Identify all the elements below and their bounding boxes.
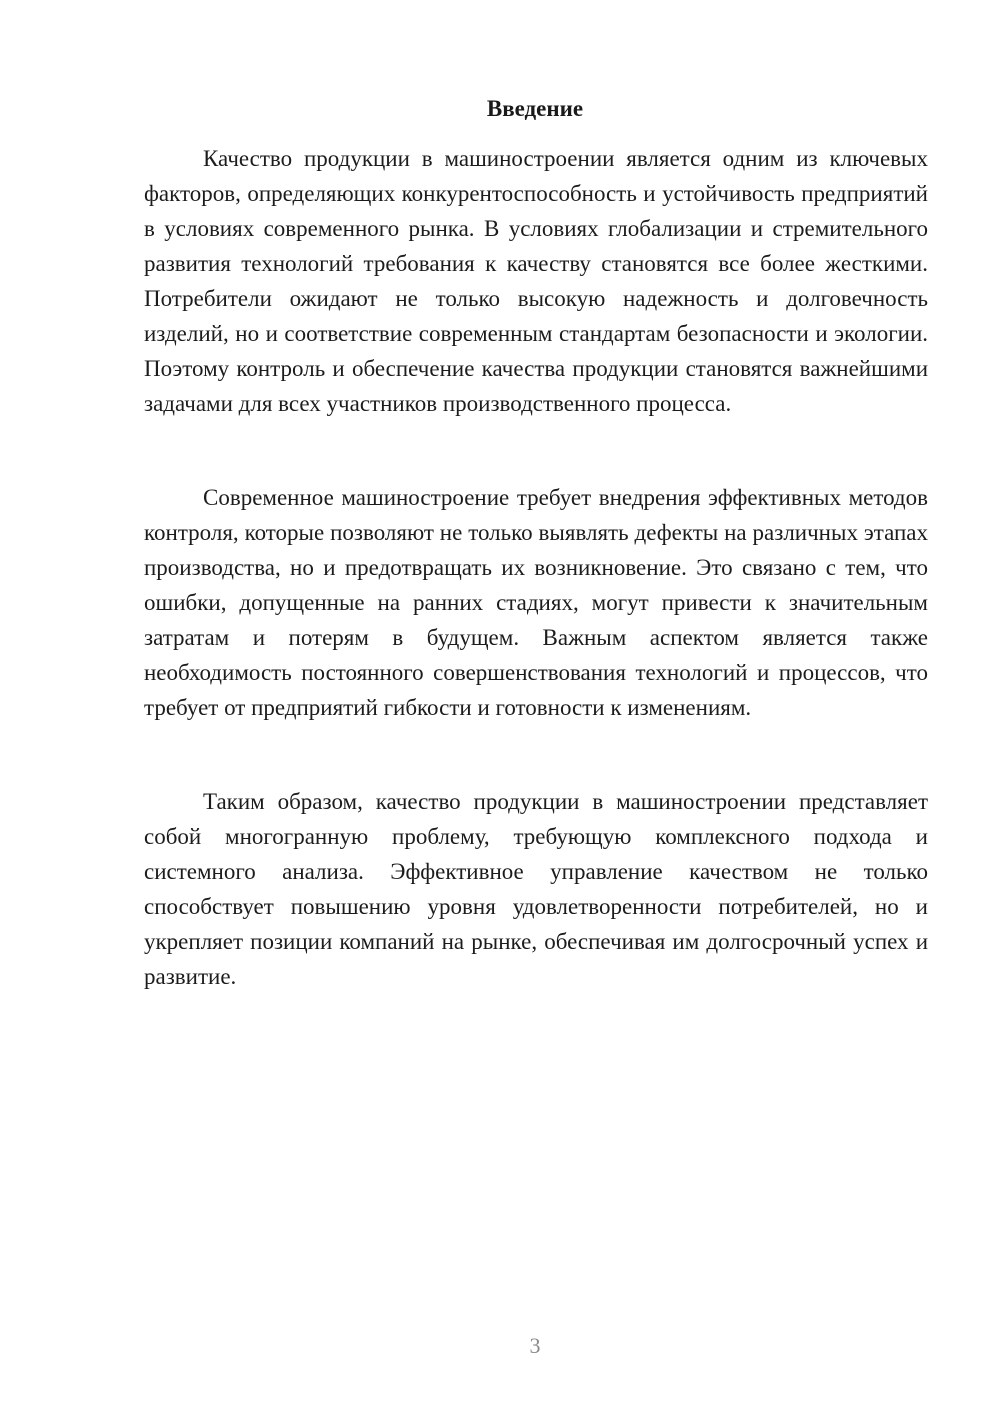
paragraph-3: Таким образом, качество продукции в машиностроении представляет собой многогранную проблему, требующую комплексного подхода и системного анализа. Эффективное управление качеством не только способствует повышению уровня удовлетворенности потребителей, но и укрепляет позиции компаний на рынке, обеспечивая им долгосрочный успех и развитие. xyxy=(144,789,928,989)
section-title: Введение xyxy=(486,96,584,121)
page-number: 3 xyxy=(529,1333,541,1358)
paragraph-1: Качество продукции в машиностроении является одним из ключевых факторов, определяющих конкурентоспособность и устойчивость предприятий в условиях современного рынка. В условиях глобализации и стремительного развития технологий требования к качеству становятся все более жесткими. Потребители ожидают не только высокую надежность и долговечность изделий, но и соответствие современным стандартам безопасности и экологии. Поэтому контроль и обеспечение качества продукции становятся важнейшими задачами для всех участников производственного процесса. xyxy=(144,146,928,416)
paragraph-2: Современное машиностроение требует внедрения эффективных методов контроля, которые позволяют не только выявлять дефекты на различных этапах производства, но и предотвращать их возникновение. Это связано с тем, что ошибки, допущенные на ранних стадиях, могут привести к значительным затратам и потерям в будущем. Важным аспектом является также необходимость постоянного совершенствования технологий и процессов, что требует от предприятий гибкости и готовности к изменениям. xyxy=(144,485,928,720)
